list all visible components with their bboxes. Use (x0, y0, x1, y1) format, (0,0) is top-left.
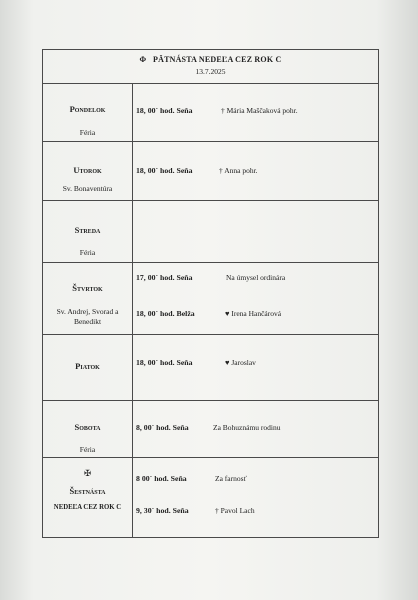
day-row-stvrtok (43, 263, 378, 335)
day-row-nedela (43, 458, 378, 539)
day-row-pondelok (43, 84, 378, 142)
mass-time: 18, 00´ hod. Seňa (136, 106, 193, 115)
day-name: Pondelok (69, 104, 106, 114)
mass-intention: † Anna pohr. (219, 166, 258, 175)
day-feast: Féria (79, 128, 96, 137)
day-name: Štvrtok (72, 283, 103, 293)
mass-time: 18, 00´ hod. Belža (136, 309, 195, 318)
page-title: Φ PÄTNÁSTA NEDEĽA CEZ ROK C (139, 55, 282, 64)
day-feast: Sv. Andrej, Svorad a Benedikt (56, 307, 119, 326)
mass-intention: Za Bohuznámu rodinu (213, 423, 281, 432)
cross-symbol: Φ (139, 55, 147, 64)
day-name: Sobota (74, 422, 101, 432)
mass-intention: ♥ Jaroslav (225, 358, 256, 367)
mass-intention: † Mária Maščaková pohr. (221, 106, 298, 115)
mass-time: 8 00´ hod. Seňa (136, 474, 187, 483)
day-name: Streda (74, 225, 101, 235)
mass-time: 18, 00´ hod. Seňa (136, 358, 193, 367)
mass-time: 8, 00´ hod. Seňa (136, 423, 189, 432)
day-row-piatok (43, 335, 378, 401)
day-row-sobota (43, 401, 378, 458)
mass-schedule-table (42, 49, 379, 538)
cross-pattee-icon: ✠ (83, 468, 92, 478)
page-date: 13.7.2025 (195, 67, 226, 76)
mass-intention: Za farnosť (215, 474, 247, 483)
day-row-utorok (43, 142, 378, 201)
mass-intention: † Pavol Lach (215, 506, 255, 515)
day-feast: NEDEĽA CEZ ROK C (53, 504, 122, 511)
mass-intention: ♥ Irena Hančárová (225, 309, 282, 318)
day-feast: Féria (79, 248, 96, 257)
day-name: Utorok (73, 165, 102, 175)
mass-intention: Na úmysel ordinára (226, 273, 286, 282)
mass-time: 9, 30´ hod. Seňa (136, 506, 189, 515)
day-feast: Féria (79, 445, 96, 454)
mass-time: 17, 00´ hod. Seňa (136, 273, 193, 282)
mass-time: 18, 00´ hod. Seňa (136, 166, 193, 175)
header-row (43, 50, 378, 84)
day-feast: Sv. Bonaventúra (62, 184, 113, 193)
day-name: Piatok (75, 361, 100, 371)
day-row-streda (43, 201, 378, 263)
day-name: Šestnásta (69, 486, 106, 496)
